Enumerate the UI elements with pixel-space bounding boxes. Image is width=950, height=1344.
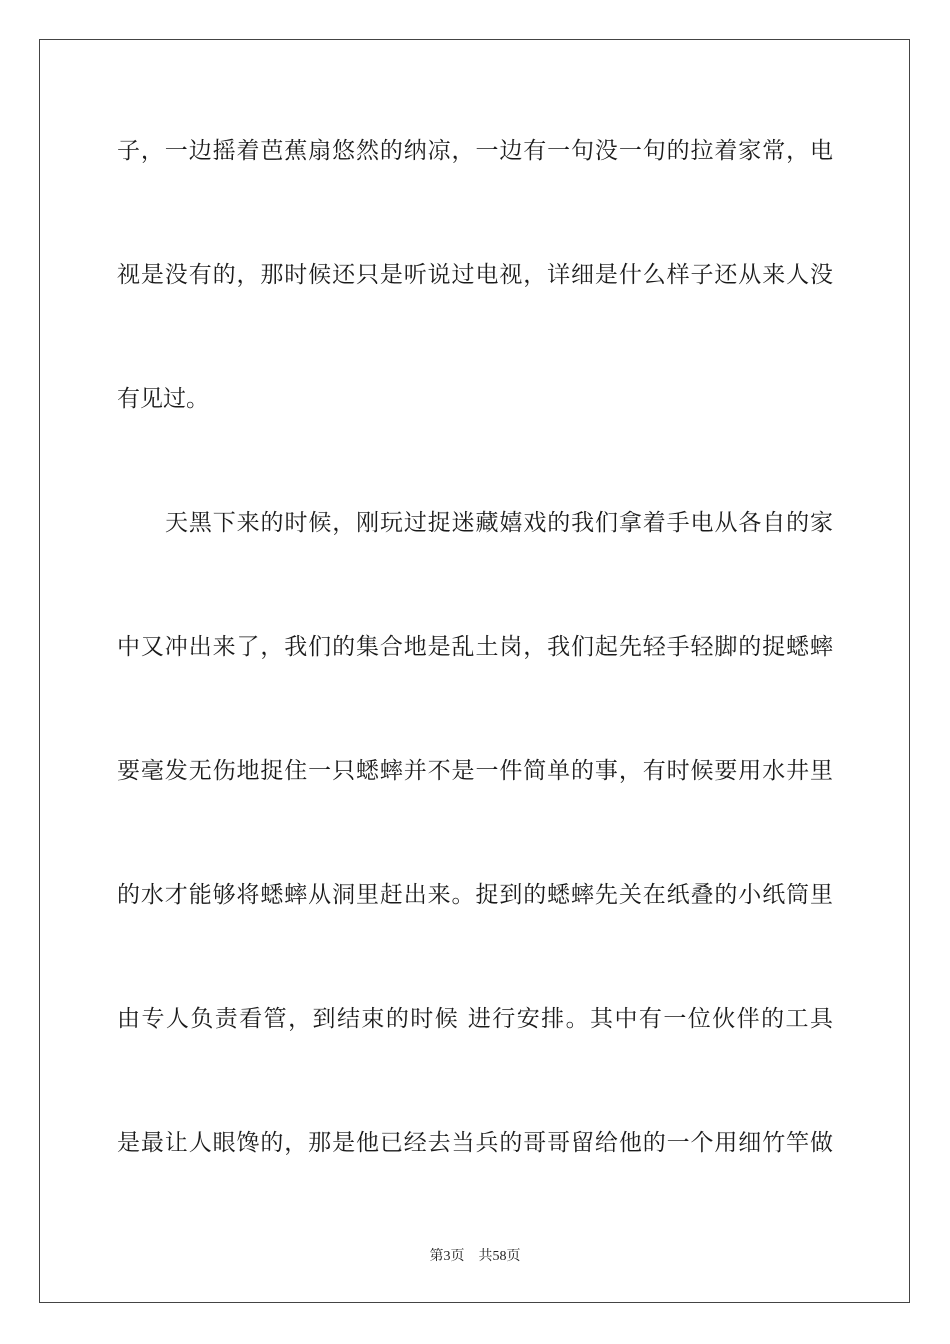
- page-footer: [0, 1248, 950, 1266]
- text-line-1: 子，一边摇着芭蕉扇悠然的纳凉，一边有一句没一句的拉着家常，电: [117, 138, 833, 164]
- text-line-2: 视是没有的，那时候还只是听说过电视，详细是什么样子还从来人没: [117, 262, 833, 288]
- page-total: 共58页: [478, 1249, 521, 1264]
- text-line-3: 有见过。: [117, 386, 209, 412]
- text-line-5: 中又冲出来了，我们的集合地是乱土岗，我们起先轻手轻脚的捉蟋蟀: [117, 634, 833, 660]
- page-border: [39, 39, 910, 1303]
- paragraph-first-line: 天黑下来的时候，刚玩过捉迷藏嬉戏的我们拿着手电从各自的家: [165, 510, 833, 536]
- page-number: 第3页: [429, 1249, 465, 1264]
- text-line-8: 由专人负责看管，到结束的时候 进行安排。其中有一位伙伴的工具: [117, 1006, 833, 1032]
- text-line-7: 的水才能够将蟋蟀从洞里赶出来。捉到的蟋蟀先关在纸叠的小纸筒里: [117, 882, 833, 908]
- text-line-9: 是最让人眼馋的，那是他已经去当兵的哥哥留给他的一个用细竹竿做: [117, 1130, 833, 1156]
- text-line-6: 要毫发无伤地捉住一只蟋蟀并不是一件简单的事，有时候要用水井里: [117, 758, 833, 784]
